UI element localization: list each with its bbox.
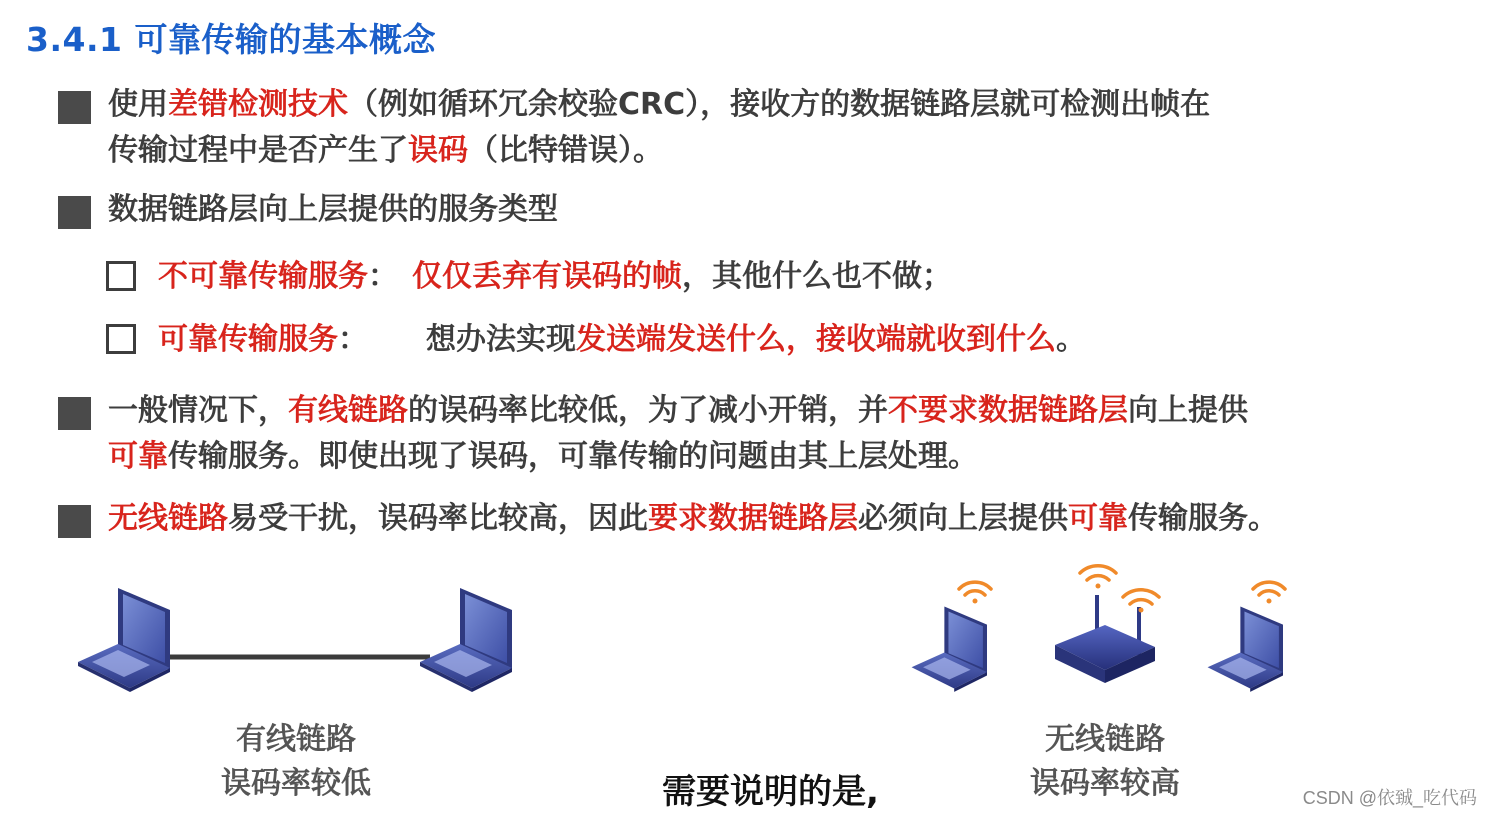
bullet-text: 无线链路易受干扰，误码率比较高，因此要求数据链路层必须向上层提供可靠传输服务。 [108,501,1278,536]
bullet-text: 数据链路层向上层提供的服务类型 [108,192,558,227]
wired-link-illustration [70,580,520,700]
service-desc: ，其他什么也不做； [682,259,952,294]
laptop-icon [78,588,170,692]
wifi-signal-icon [1080,566,1116,589]
service-name: 不可靠传输服务 [158,259,368,294]
checkbox-icon [106,324,136,354]
wireless-caption-line2: 误码率较高 [1030,766,1180,801]
laptop-icon [420,588,512,692]
square-bullet-icon [58,196,91,229]
wired-caption [196,718,396,806]
bullet-text: 一般情况下，有线链路的误码率比较低，为了减小开销，并不要求数据链路层向上提供 可靠传输服务。即使出现了误码，可靠传输的问题由其上层处理。 [108,393,1248,474]
page-title: 3.4.1 可靠传输的基本概念 [26,20,436,59]
service-desc: 。 [1056,322,1086,357]
wireless-caption [1005,718,1205,806]
checkbox-icon [106,261,136,291]
video-subtitle: 需要说明的是, [662,772,879,812]
service-desc: 发送端发送什么，接收端就收到什么 [576,322,1056,357]
laptop-icon [912,607,987,692]
csdn-watermark: CSDN @依臹_吃代码 [1302,788,1477,808]
bullet-text: 使用差错检测技术（例如循环冗余校验CRC），接收方的数据链路层就可检测出帧在 传输过程中是否产生了误码（比特错误）。 [108,87,1211,168]
service-desc: 仅仅丢弃有误码的帧 [412,259,682,294]
wifi-signal-icon [1253,582,1285,603]
wired-caption-line1: 有线链路 [236,722,356,757]
service-colon: ： [368,259,398,294]
service-colon: ： [338,322,368,357]
laptop-icon [1208,607,1283,692]
wifi-signal-icon [1123,590,1159,613]
bullet-service-types [58,187,1458,233]
square-bullet-icon [58,91,91,124]
wireless-link-illustration [905,555,1305,705]
wireless-caption-line1: 无线链路 [1045,722,1165,757]
service-name: 可靠传输服务 [158,322,338,357]
service-unreliable [106,254,952,300]
wifi-signal-icon [959,582,991,603]
service-reliable [106,317,1086,363]
bullet-wired-link [58,388,1458,480]
wired-caption-line2: 误码率较低 [221,766,371,801]
service-desc: 想办法实现 [426,322,576,357]
bullet-wireless-link [58,496,1458,542]
square-bullet-icon [58,397,91,430]
square-bullet-icon [58,505,91,538]
bullet-error-detection [58,82,1458,174]
